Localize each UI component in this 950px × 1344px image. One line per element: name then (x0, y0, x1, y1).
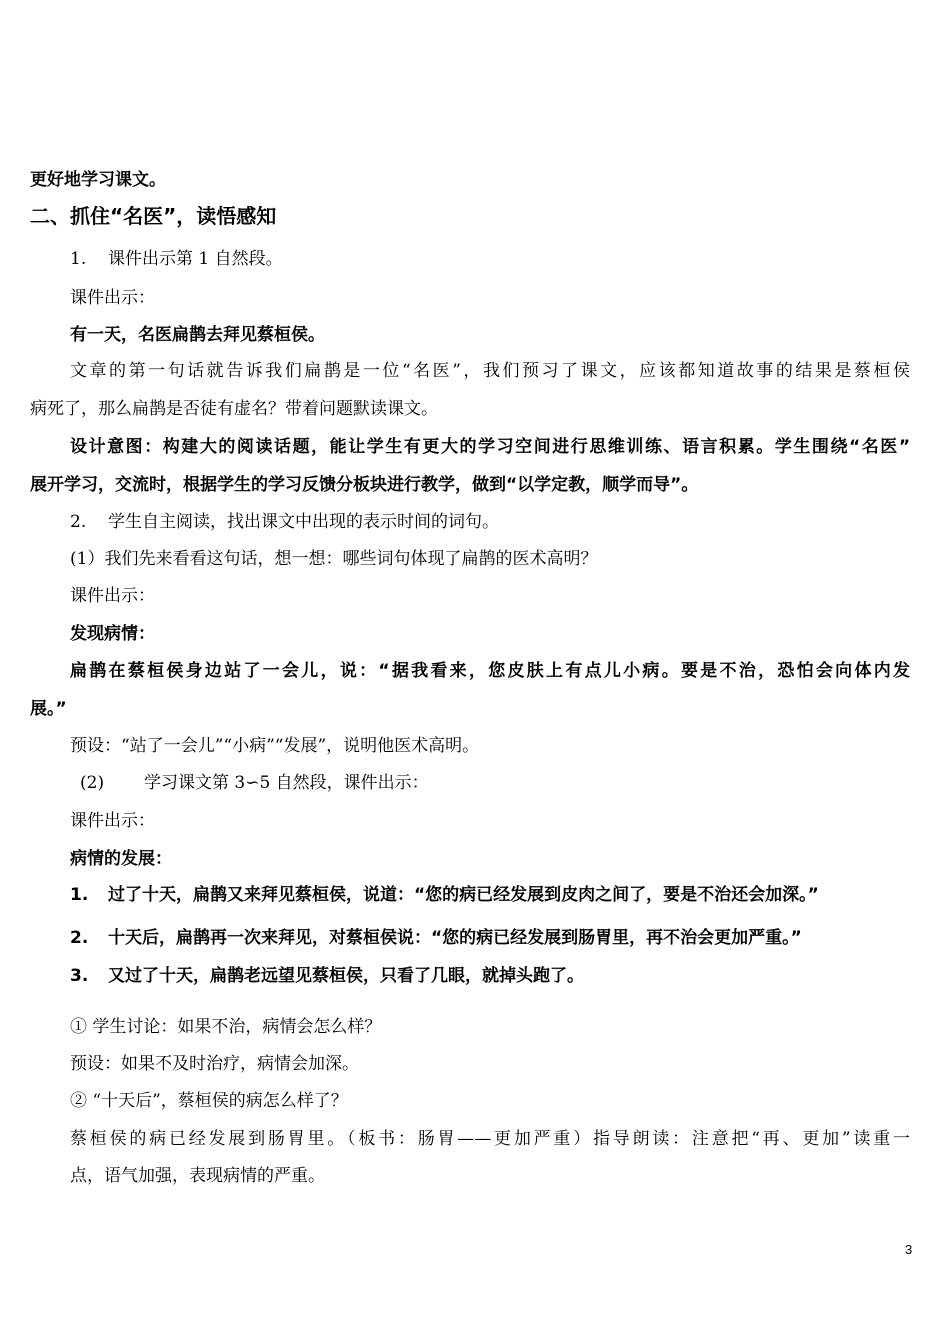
paragraph-line: 课件出示： (70, 586, 155, 606)
paragraph-line: 预设：“站了一会儿”“小病”“发展”，说明他医术高明。 (70, 736, 480, 756)
paragraph-line: 课件出示： (70, 811, 155, 831)
item-number: 1. (70, 885, 89, 905)
item-number: 2. (70, 512, 87, 532)
numbered-item (70, 926, 802, 950)
section-heading: 二、抓住“名医”，读悟感知 (30, 204, 277, 228)
subheading: 发现病情： (70, 624, 155, 644)
paragraph-line: 病死了，那么扁鹊是否徒有虚名？带着问题默读课文。 (30, 399, 438, 419)
item-number: 2. (70, 928, 89, 948)
subheading: 病情的发展： (70, 849, 172, 869)
paragraph-line: 点，语气加强，表现病情的严重。 (70, 1166, 325, 1186)
item-number: 1. (70, 249, 87, 269)
paragraph-line: ② “十天后”，蔡桓侯的病怎么样了？ (70, 1091, 348, 1111)
paragraph-line: 蔡桓侯的病已经发展到肠胃里。（板书：肠胃——更加严重）指导朗读：注意把“再、更加”读重一 (70, 1129, 910, 1149)
paragraph-line: 预设：如果不及时治疗，病情会加深。 (70, 1054, 359, 1074)
page-number: 3 (905, 1242, 913, 1257)
item-text: 又过了十天，扁鹊老远望见蔡桓侯，只看了几眼，就掉头跑了。 (108, 966, 584, 986)
paragraph-line: 更好地学习课文。 (30, 170, 166, 190)
quoted-text: 扁鹊在蔡桓侯身边站了一会儿，说：“据我看来，您皮肤上有点儿小病。要是不治，恐怕会向体内发 (70, 661, 910, 681)
numbered-item (70, 510, 499, 534)
paragraph-line: 文章的第一句话就告诉我们扁鹊是一位“名医”，我们预习了课文，应该都知道故事的结果是蔡桓侯 (70, 361, 910, 381)
paragraph-line: ① 学生讨论：如果不治，病情会怎么样？ (70, 1017, 382, 1037)
item-text: 课件出示第 1 自然段。 (108, 249, 283, 269)
quoted-text: 展。” (30, 699, 67, 719)
paragraph-line: 课件出示： (70, 288, 155, 308)
numbered-item (80, 771, 429, 795)
numbered-item (70, 964, 584, 988)
numbered-item (70, 247, 283, 271)
paragraph-line: (1）我们先来看看这句话，想一想：哪些词句体现了扁鹊的医术高明？ (70, 549, 598, 569)
design-intent-line: 展开学习，交流时，根据学生的学习反馈分板块进行教学，做到“以学定教，顺学而导”。 (30, 475, 699, 495)
quoted-text: 有一天，名医扁鹊去拜见蔡桓侯。 (70, 325, 325, 345)
item-text: 学生自主阅读，找出课文中出现的表示时间的词句。 (108, 512, 499, 532)
item-text: 学习课文第 3∽5 自然段，课件出示： (144, 773, 429, 793)
item-number: (2) (80, 773, 105, 793)
item-text: 过了十天，扁鹊又来拜见蔡桓侯，说道：“您的病已经发展到皮肉之间了，要是不治还会加深。” (108, 885, 819, 905)
numbered-item (70, 883, 819, 907)
design-intent-line: 设计意图：构建大的阅读话题，能让学生有更大的学习空间进行思维训练、语言积累。学生围绕“名医” (70, 437, 910, 457)
item-text: 十天后，扁鹊再一次来拜见，对蔡桓侯说：“您的病已经发展到肠胃里，再不治会更加严重。” (108, 928, 802, 948)
item-number: 3. (70, 966, 89, 986)
